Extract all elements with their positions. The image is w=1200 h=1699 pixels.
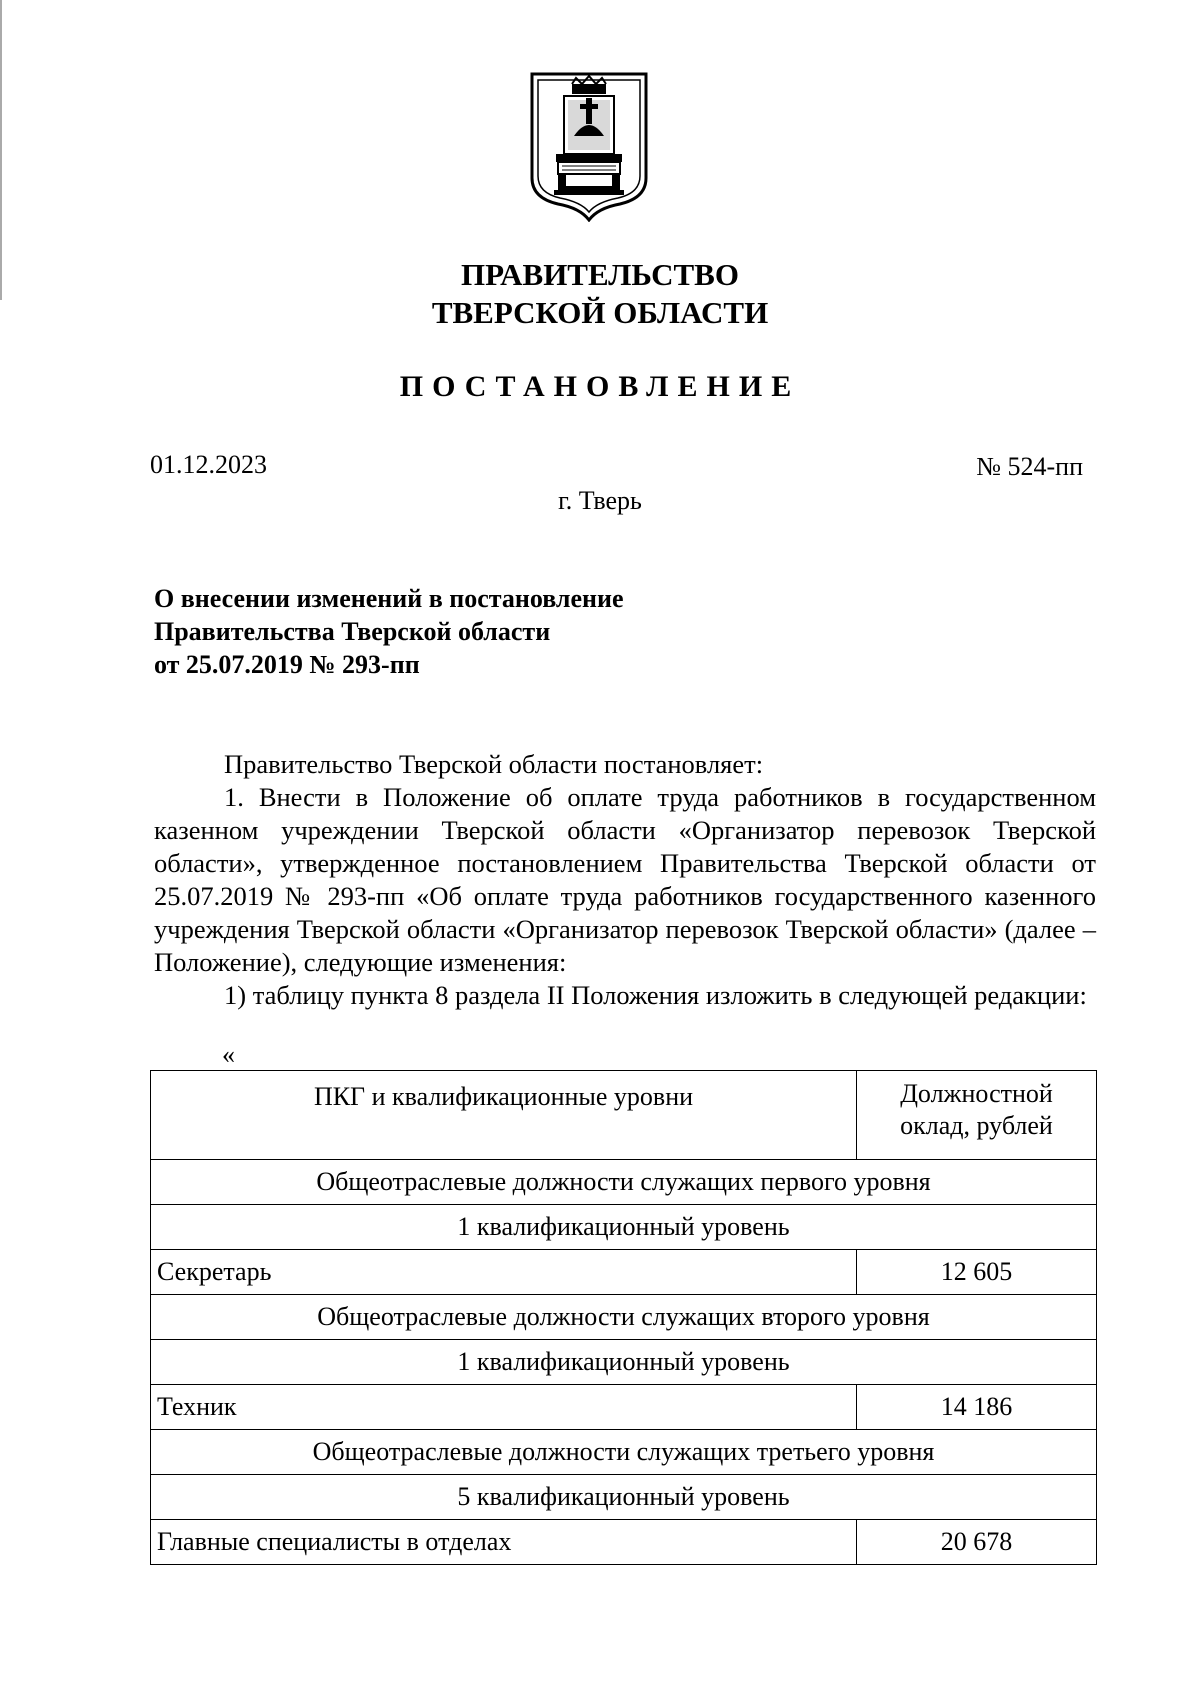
government-title-line1: ПРАВИТЕЛЬСТВО (461, 257, 739, 292)
table-row (151, 1385, 1097, 1430)
salary-value-cell: 20 678 (857, 1520, 1097, 1565)
position-name-cell: Техник (151, 1385, 857, 1430)
government-title-line2: ТВЕРСКОЙ ОБЛАСТИ (431, 295, 769, 330)
opening-quote: « (222, 1040, 235, 1069)
table-row (151, 1250, 1097, 1295)
table-row-level (151, 1475, 1097, 1520)
subject-line1: О внесении изменений в постановление (154, 584, 624, 613)
position-name-cell: Главные специалисты в отделах (151, 1520, 857, 1565)
column-header-name: ПКГ и квалификационные уровни (151, 1071, 857, 1160)
level-cell: 1 квалификационный уровень (151, 1340, 1097, 1385)
coat-of-arms-icon (528, 70, 650, 222)
scan-edge-line (0, 0, 2, 300)
table-row-group (151, 1430, 1097, 1475)
table-row-level (151, 1205, 1097, 1250)
level-cell: 1 квалификационный уровень (151, 1205, 1097, 1250)
table-row-group (151, 1295, 1097, 1340)
table-row-level (151, 1340, 1097, 1385)
salary-table (150, 1070, 1097, 1565)
level-cell: 5 квалификационный уровень (151, 1475, 1097, 1520)
column-header-salary-line2: оклад, рублей (900, 1111, 1053, 1140)
salary-value-cell: 12 605 (857, 1250, 1097, 1295)
column-header-salary (857, 1071, 1097, 1160)
document-type: ПОСТАНОВЛЕНИЕ (399, 370, 801, 403)
column-header-salary-line1: Должностной (900, 1079, 1053, 1108)
group-cell-first-level: Общеотраслевые должности служащих первого уровня (151, 1160, 1097, 1205)
salary-value-cell: 14 186 (857, 1385, 1097, 1430)
government-title (0, 256, 1200, 332)
body-paragraph-subitem1: 1) таблицу пункта 8 раздела II Положения изложить в следующей редакции: (224, 980, 1087, 1010)
table-row (151, 1520, 1097, 1565)
subject-line3: от 25.07.2019 № 293-пп (154, 650, 420, 679)
table-row-group (151, 1160, 1097, 1205)
body-paragraph-intro: Правительство Тверской области постановляет: (224, 749, 764, 779)
table-header-row (151, 1071, 1097, 1160)
document-date: 01.12.2023 (150, 450, 267, 479)
subject-line2: Правительства Тверской области (154, 617, 551, 646)
body-paragraph-item1: 1. Внести в Положение об оплате труда работников в государственном казенном учреждении Тверской области «Организатор перевозок Тверской области», утвержденное постановлением Правительства Тверской области от 25.07.2019 № 293-пп «Об оплате труда работников государственного казенного учреждения Тверской области «Организатор перевозок Тверской области» (далее – Положение), следующие изменения: (154, 782, 1096, 977)
group-cell-third-level: Общеотраслевые должности служащих третьего уровня (151, 1430, 1097, 1475)
document-city: г. Тверь (558, 486, 642, 515)
group-cell-second-level: Общеотраслевые должности служащих второго уровня (151, 1295, 1097, 1340)
document-number: № 524-пп (976, 452, 1083, 481)
position-name-cell: Секретарь (151, 1250, 857, 1295)
document-subject (154, 582, 624, 681)
document-body (154, 748, 1096, 1012)
